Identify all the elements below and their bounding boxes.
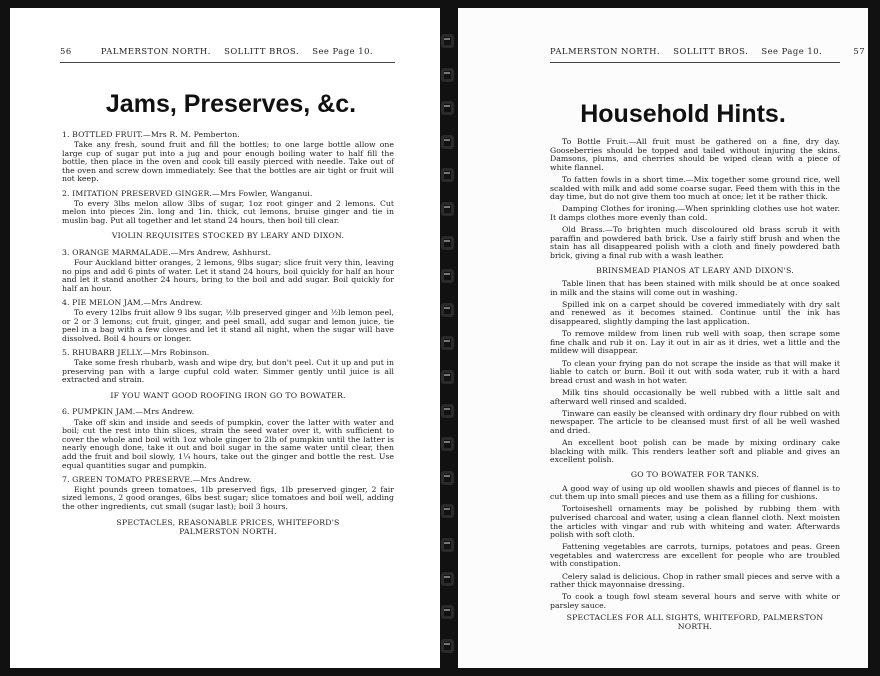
- binding-loop: [438, 404, 460, 420]
- page-number: 57: [853, 46, 866, 56]
- page-title: Jams, Preserves, &c.: [105, 90, 357, 118]
- binding-loop: [438, 639, 460, 655]
- header-reference: See Page 10.: [761, 46, 823, 56]
- binding-loop: [438, 303, 460, 319]
- binding-loop: [438, 68, 460, 84]
- hint-paragraph: To Bottle Fruit.—All fruit must be gathered on a fine, dry day. Gooseberries should be topped and tailed without injuring the skins. Damsons, plums, and cherries should be wiped clean with a piece of white flannel.: [550, 137, 840, 172]
- right-page: [458, 8, 868, 668]
- hint-paragraph: Spilled ink on a carpet should be covered immediately with dry salt and renewed as it becomes stained. Continue until the ink has disappeared, slightly damping the last application.: [550, 299, 840, 327]
- hint-paragraph: Milk tins should occasionally be well rubbed with a little salt and afterward well rinsed and scalded.: [550, 388, 840, 406]
- hint-paragraph: Table linen that has been stained with milk should be at once soaked in milk and the stains will come out in washing.: [550, 279, 840, 297]
- binding-loop: [438, 605, 460, 621]
- footer-ad-line: SPECTACLES, REASONABLE PRICES, WHITEFORD'S: [116, 518, 340, 528]
- page-title: Household Hints.: [580, 100, 786, 128]
- binding-loop: [438, 101, 460, 117]
- recipe-heading: 6. PUMPKIN JAM.—Mrs Andrew.: [62, 407, 195, 417]
- footer-ad-line: SPECTACLES FOR ALL SIGHTS, WHITEFORD, PALMERSTON: [566, 613, 824, 623]
- recipe-heading: 5. RHUBARB JELLY.—Mrs Robinson.: [62, 347, 210, 357]
- header-rule: [60, 62, 395, 63]
- footer-advertisement: [62, 519, 394, 536]
- advertisement: BRINSMEAD PIANOS AT LEARY AND DIXON'S.: [596, 265, 794, 275]
- binding-loop: [438, 269, 460, 285]
- left-page: [10, 8, 440, 668]
- header-firm: SOLLITT BROS.: [673, 46, 749, 56]
- header-rule: [550, 62, 840, 63]
- advertisement: VIOLIN REQUISITES STOCKED BY LEARY AND DIXON.: [111, 231, 345, 241]
- recipe-text: To every 3lbs melon allow 3lbs of sugar, 1oz root ginger and 2 lemons. Cut melon into pieces 2in. long and 1in. thick, cut lemons, bruise ginger and tie in muslin bag. Put all together and let stand 24 hours, then boil till clear.: [62, 198, 394, 225]
- header-firm: SOLLITT BROS.: [224, 46, 300, 56]
- binding-loop: [438, 504, 460, 520]
- recipe-text: Eight pounds green tomatoes, 1lb preserved figs, 1lb preserved ginger, 2 fair sized lemons, 2 good oranges, 6lbs best sugar; slice tomatoes and boil well, adding the other ingredients, cut small (sugar last); boil 3 hours.: [62, 484, 394, 511]
- page-header: [60, 46, 373, 56]
- header-town: PALMERSTON NORTH.: [550, 46, 661, 56]
- recipe-heading: 7. GREEN TOMATO PRESERVE.—Mrs Andrew.: [62, 474, 252, 484]
- advertisement: GO TO BOWATER FOR TANKS.: [630, 469, 760, 479]
- recipe-heading: 4. PIE MELON JAM.—Mrs Andrew.: [62, 298, 203, 307]
- advertisement: IF YOU WANT GOOD ROOFING IRON GO TO BOWATER.: [110, 390, 346, 400]
- recipe-text: Take off skin and inside and seeds of pumpkin, cover the latter with water and boil; cut the rest into thin slices, strain the seed water over it, with sufficient to cover the whole and boil with 1oz whole ginger to 2lb of pumpkin until the latter is nearly enough done, take it out and boil sugar in the same water until clear, then add the fruit and boil slowly, 1¼ hours, take out the ginger and bottle the rest. Use equal quantities sugar and pumpkin.: [62, 417, 394, 470]
- hint-paragraph: To remove mildew from linen rub well with soap, then scrape some fine chalk and rub it on. Lay it out in air as it dries, wet a little and the mildew will disappear.: [550, 329, 840, 356]
- footer-advertisement: [550, 614, 840, 631]
- recipe-heading: 3. ORANGE MARMALADE.—Mrs Andrew, Ashhurst.: [62, 248, 272, 258]
- recipe-heading: 2. IMITATION PRESERVED GINGER.—Mrs Fowler, Wanganui.: [62, 188, 313, 198]
- hint-paragraph: Tinware can easily be cleansed with ordinary dry flour rubbed on with newspaper. The article to be cleansed must first of all be well washed and dried.: [550, 408, 840, 435]
- binding-loop: [438, 236, 460, 252]
- binding-loop: [438, 437, 460, 453]
- recipe-text: To every 12lbs fruit allow 9 lbs sugar, ½lb preserved ginger and ½lb lemon peel, or 2 or 3 lemons; cut fruit, ginger, and peel small, add sugar and lemon juice, tie peel in a bag with a few cloves and let it stand all night, when the sugar will have dissolved. Boil 4 hours or longer.: [62, 308, 394, 343]
- hint-list: [550, 138, 840, 631]
- recipe-text: Take some fresh rhubarb, wash and wipe dry, but don't peel. Cut it up and put in preserving pan with a large cupful cold water. Simmer gently until juice is all extracted and strain.: [62, 358, 394, 385]
- hint-paragraph: Damping Clothes for ironing.—When sprinkling clothes use hot water. It damps clothes more evenly than cold.: [550, 204, 840, 222]
- binding-loop: [438, 336, 460, 352]
- binding-loop: [438, 202, 460, 218]
- recipe-text: Take any fresh, sound fruit and fill the bottles; to one large bottle allow one large cup of sugar put into a jug and pour enough boiling water to half fill the bottle, then place in the oven and cook till easily pierced with needle. Take out of the oven and screw down immediately. See that the bottles are air tight or fruit will not keep.: [62, 140, 394, 184]
- header-town: PALMERSTON NORTH.: [100, 46, 211, 56]
- hint-paragraph: Celery salad is delicious. Chop in rather small pieces and serve with a rather thick mayonnaise dressing.: [550, 571, 840, 590]
- binding-loop: [438, 471, 460, 487]
- binding-loop: [438, 370, 460, 386]
- hint-paragraph: Old Brass.—To brighten much discoloured old brass scrub it with paraffin and powdered bath brick. Use a fairly stiff brush and when the stain has all disappeared polish with a cloth and finely powdered bath brick, giving a final rub with a wash leather.: [550, 225, 840, 260]
- binding-loop: [438, 34, 460, 50]
- page-number: 56: [60, 46, 72, 56]
- footer-ad-line: PALMERSTON NORTH.: [179, 527, 277, 537]
- hint-paragraph: Tortoiseshell ornaments may be polished by rubbing them with pulverised charcoal and water, using a clean flannel cloth. Next moisten the articles with vingar and rub with whiteing and water. Afterwards polish with soft cloth.: [550, 504, 840, 540]
- recipe-heading: 1. BOTTLED FRUIT.—Mrs R. M. Pemberton.: [62, 130, 240, 139]
- hint-paragraph: To cook a tough fowl steam several hours and serve with white or parsley sauce.: [550, 592, 840, 611]
- binding-loop: [438, 538, 460, 554]
- binding-loop: [438, 168, 460, 184]
- hint-paragraph: Fattening vegetables are carrots, turnips, potatoes and peas. Green vegetables and watercress are excellent for people who are troubled with constipation.: [550, 542, 840, 569]
- footer-ad-line: NORTH.: [677, 621, 713, 631]
- binding-loop: [438, 572, 460, 588]
- recipe-text: Four Auckland bitter oranges, 2 lemons, 9lbs sugar; slice fruit very thin, leaving no pips and add 6 pints of water. Let it stand 24 hours, boil quickly for half an hour and let it stand another 24 hours, bring to the boil and add sugar. Boil quickly for half an hour.: [62, 258, 394, 293]
- hint-paragraph: To fatten fowls in a short time.—Mix together some ground rice, well scalded with milk and add some coarse sugar. Feed them with this in the day time, but do not give them too much at once; let it be rather thick.: [550, 174, 840, 202]
- hint-paragraph: A good way of using up old woollen shawls and pieces of flannel is to cut them up into small pieces and use them as a filling for cushions.: [550, 483, 840, 502]
- hint-paragraph: An excellent boot polish can be made by mixing ordinary cake blacking with milk. This renders leather soft and pliable and gives an excellent polish.: [550, 438, 840, 465]
- page-header: [550, 46, 865, 56]
- hint-paragraph: To clean your frying pan do not scrape the inside as that will make it liable to catch or burn. Boil it out with soda water, rub it with a hard bread crust and wash in hot water.: [550, 358, 840, 385]
- recipe-list: [62, 131, 394, 537]
- binding-loop: [438, 135, 460, 151]
- header-reference: See Page 10.: [312, 46, 374, 56]
